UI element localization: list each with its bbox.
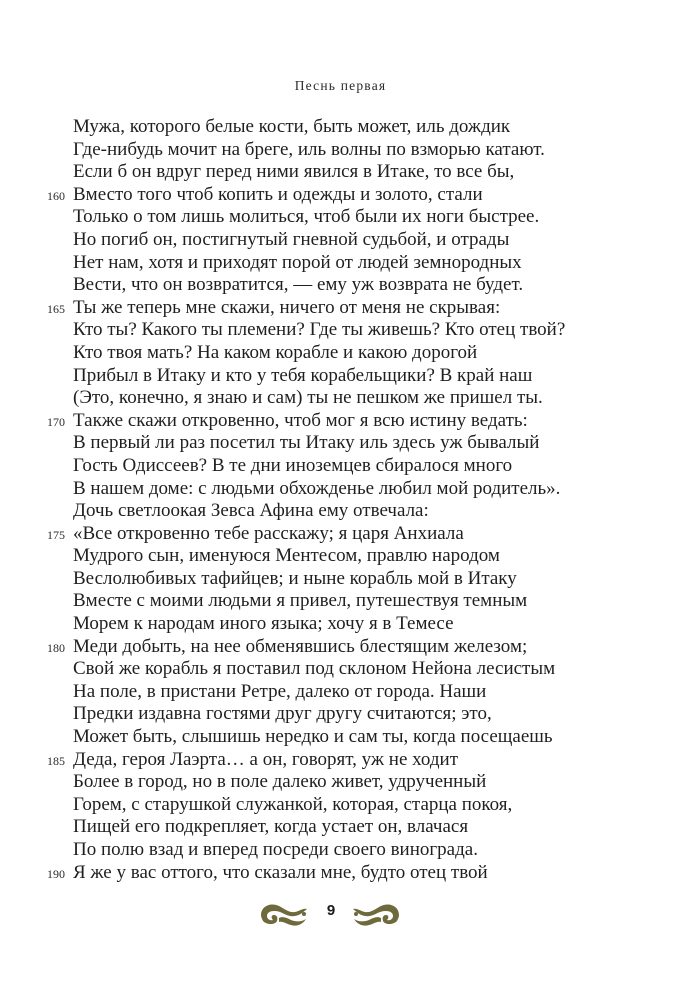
verse-text: (Это, конечно, я знаю и сам) ты не пешком же пришел ты. <box>73 387 543 409</box>
verse-text: Свой же корабль я поставил под склоном Нейона лесистым <box>73 658 556 680</box>
verse-line <box>0 839 681 862</box>
verse-line <box>0 139 681 162</box>
verse-text: Предки издавна гостями друг другу считаются; это, <box>73 703 492 725</box>
verse-text: Кто ты? Какого ты племени? Где ты живешь? Кто отец твой? <box>73 319 566 341</box>
verse-text: Также скажи откровенно, чтоб мог я всю истину ведать: <box>73 409 528 431</box>
verse-text: Нет нам, хотя и приходят порой от людей земнородных <box>73 251 522 273</box>
verse-text: Может быть, слышишь нередко и сам ты, когда посещаешь <box>73 726 553 748</box>
verse-line <box>0 636 681 659</box>
line-number: 190 <box>47 866 65 881</box>
verse-line <box>0 500 681 523</box>
verse-line <box>0 410 681 433</box>
verse-line <box>0 523 681 546</box>
verse-line <box>0 319 681 342</box>
verse-line <box>0 455 681 478</box>
verse-line <box>0 613 681 636</box>
running-header: Песнь первая <box>294 78 387 93</box>
verse-text: Кто твоя мать? На каком корабле и какою дорогой <box>73 341 478 363</box>
verse-text: Мужа, которого белые кости, быть может, иль дождик <box>73 116 511 137</box>
line-number: 185 <box>47 753 65 768</box>
verse-text: В нашем доме: с людьми обхожденье любил мой родитель». <box>73 477 561 499</box>
verse-text: Дочь светлоокая Зевса Афина ему отвечала: <box>73 500 429 522</box>
verse-text: Если б он вдруг перед ними явился в Итаке, то все бы, <box>73 161 515 183</box>
verse-text: Гость Одиссеев? В те дни иноземцев сбиралося много <box>73 454 513 476</box>
verse-text: Вести, что он возвратится, — ему уж возврата не будет. <box>73 274 524 296</box>
verse-block <box>0 116 681 884</box>
verse-text: Но погиб он, постигнутый гневной судьбой, и отрады <box>73 228 510 250</box>
verse-text: На поле, в пристани Ретре, далеко от города. Наши <box>73 680 487 702</box>
verse-text: Морем к народам иного языка; хочу я в Темесе <box>73 613 454 635</box>
verse-line <box>0 478 681 501</box>
verse-line <box>0 862 681 885</box>
verse-line <box>0 568 681 591</box>
verse-line <box>0 771 681 794</box>
verse-line <box>0 794 681 817</box>
verse-line <box>0 161 681 184</box>
verse-line <box>0 297 681 320</box>
line-number: 170 <box>47 414 65 429</box>
page-number: 9 <box>326 902 336 919</box>
line-number: 180 <box>47 640 65 655</box>
page-footer <box>0 900 681 930</box>
verse-line <box>0 545 681 568</box>
verse-line <box>0 590 681 613</box>
verse-line <box>0 365 681 388</box>
verse-text: По полю взад и вперед посреди своего винограда. <box>73 839 478 860</box>
verse-text: Вместо того чтоб копить и одежды и золото, стали <box>73 183 483 205</box>
verse-text: Вместе с моими людьми я привел, путешествуя темным <box>73 590 528 612</box>
verse-text: Меди добыть, на нее обменявшись блестящим железом; <box>73 635 528 657</box>
verse-text: Деда, героя Лаэрта… а он, говорят, уж не ходит <box>73 748 458 770</box>
verse-line <box>0 726 681 749</box>
verse-line <box>0 116 681 139</box>
verse-text: Я же у вас оттого, что сказали мне, будто отец твой <box>73 861 488 883</box>
verse-line <box>0 658 681 681</box>
verse-line <box>0 703 681 726</box>
verse-line <box>0 252 681 275</box>
line-number: 165 <box>47 301 65 316</box>
verse-line <box>0 749 681 772</box>
verse-text: Где-нибудь мочит на бреге, иль волны по взморью катают. <box>73 138 545 160</box>
verse-line <box>0 681 681 704</box>
right-ornament-icon <box>351 900 401 930</box>
verse-text: В первый ли раз посетил ты Итаку иль здесь уж бывалый <box>73 432 540 454</box>
verse-line <box>0 184 681 207</box>
verse-line <box>0 342 681 365</box>
verse-text: Веслолюбивых тафийцев; и ныне корабль мой в Итаку <box>73 567 517 589</box>
verse-text: «Все откровенно тебе расскажу; я царя Анхиала <box>73 522 464 544</box>
verse-line <box>0 432 681 455</box>
verse-line <box>0 274 681 297</box>
verse-text: Прибыл в Итаку и кто у тебя корабельщики? В край наш <box>73 364 533 386</box>
verse-text: Более в город, но в поле далеко живет, удрученный <box>73 771 487 793</box>
verse-line <box>0 206 681 229</box>
verse-text: Только о том лишь молиться, чтоб были их ноги быстрее. <box>73 206 540 228</box>
verse-text: Ты же теперь мне скажи, ничего от меня не скрывая: <box>73 296 501 318</box>
verse-line <box>0 387 681 410</box>
line-number: 160 <box>47 188 65 203</box>
verse-text: Пищей его подкрепляет, когда устает он, влачася <box>73 816 469 838</box>
verse-text: Горем, с старушкой служанкой, которая, старца покоя, <box>73 793 513 815</box>
line-number: 175 <box>47 527 65 542</box>
left-ornament-icon <box>259 900 309 930</box>
verse-line <box>0 229 681 252</box>
verse-line <box>0 816 681 839</box>
verse-text: Мудрого сын, именуюся Ментесом, правлю народом <box>73 545 500 567</box>
